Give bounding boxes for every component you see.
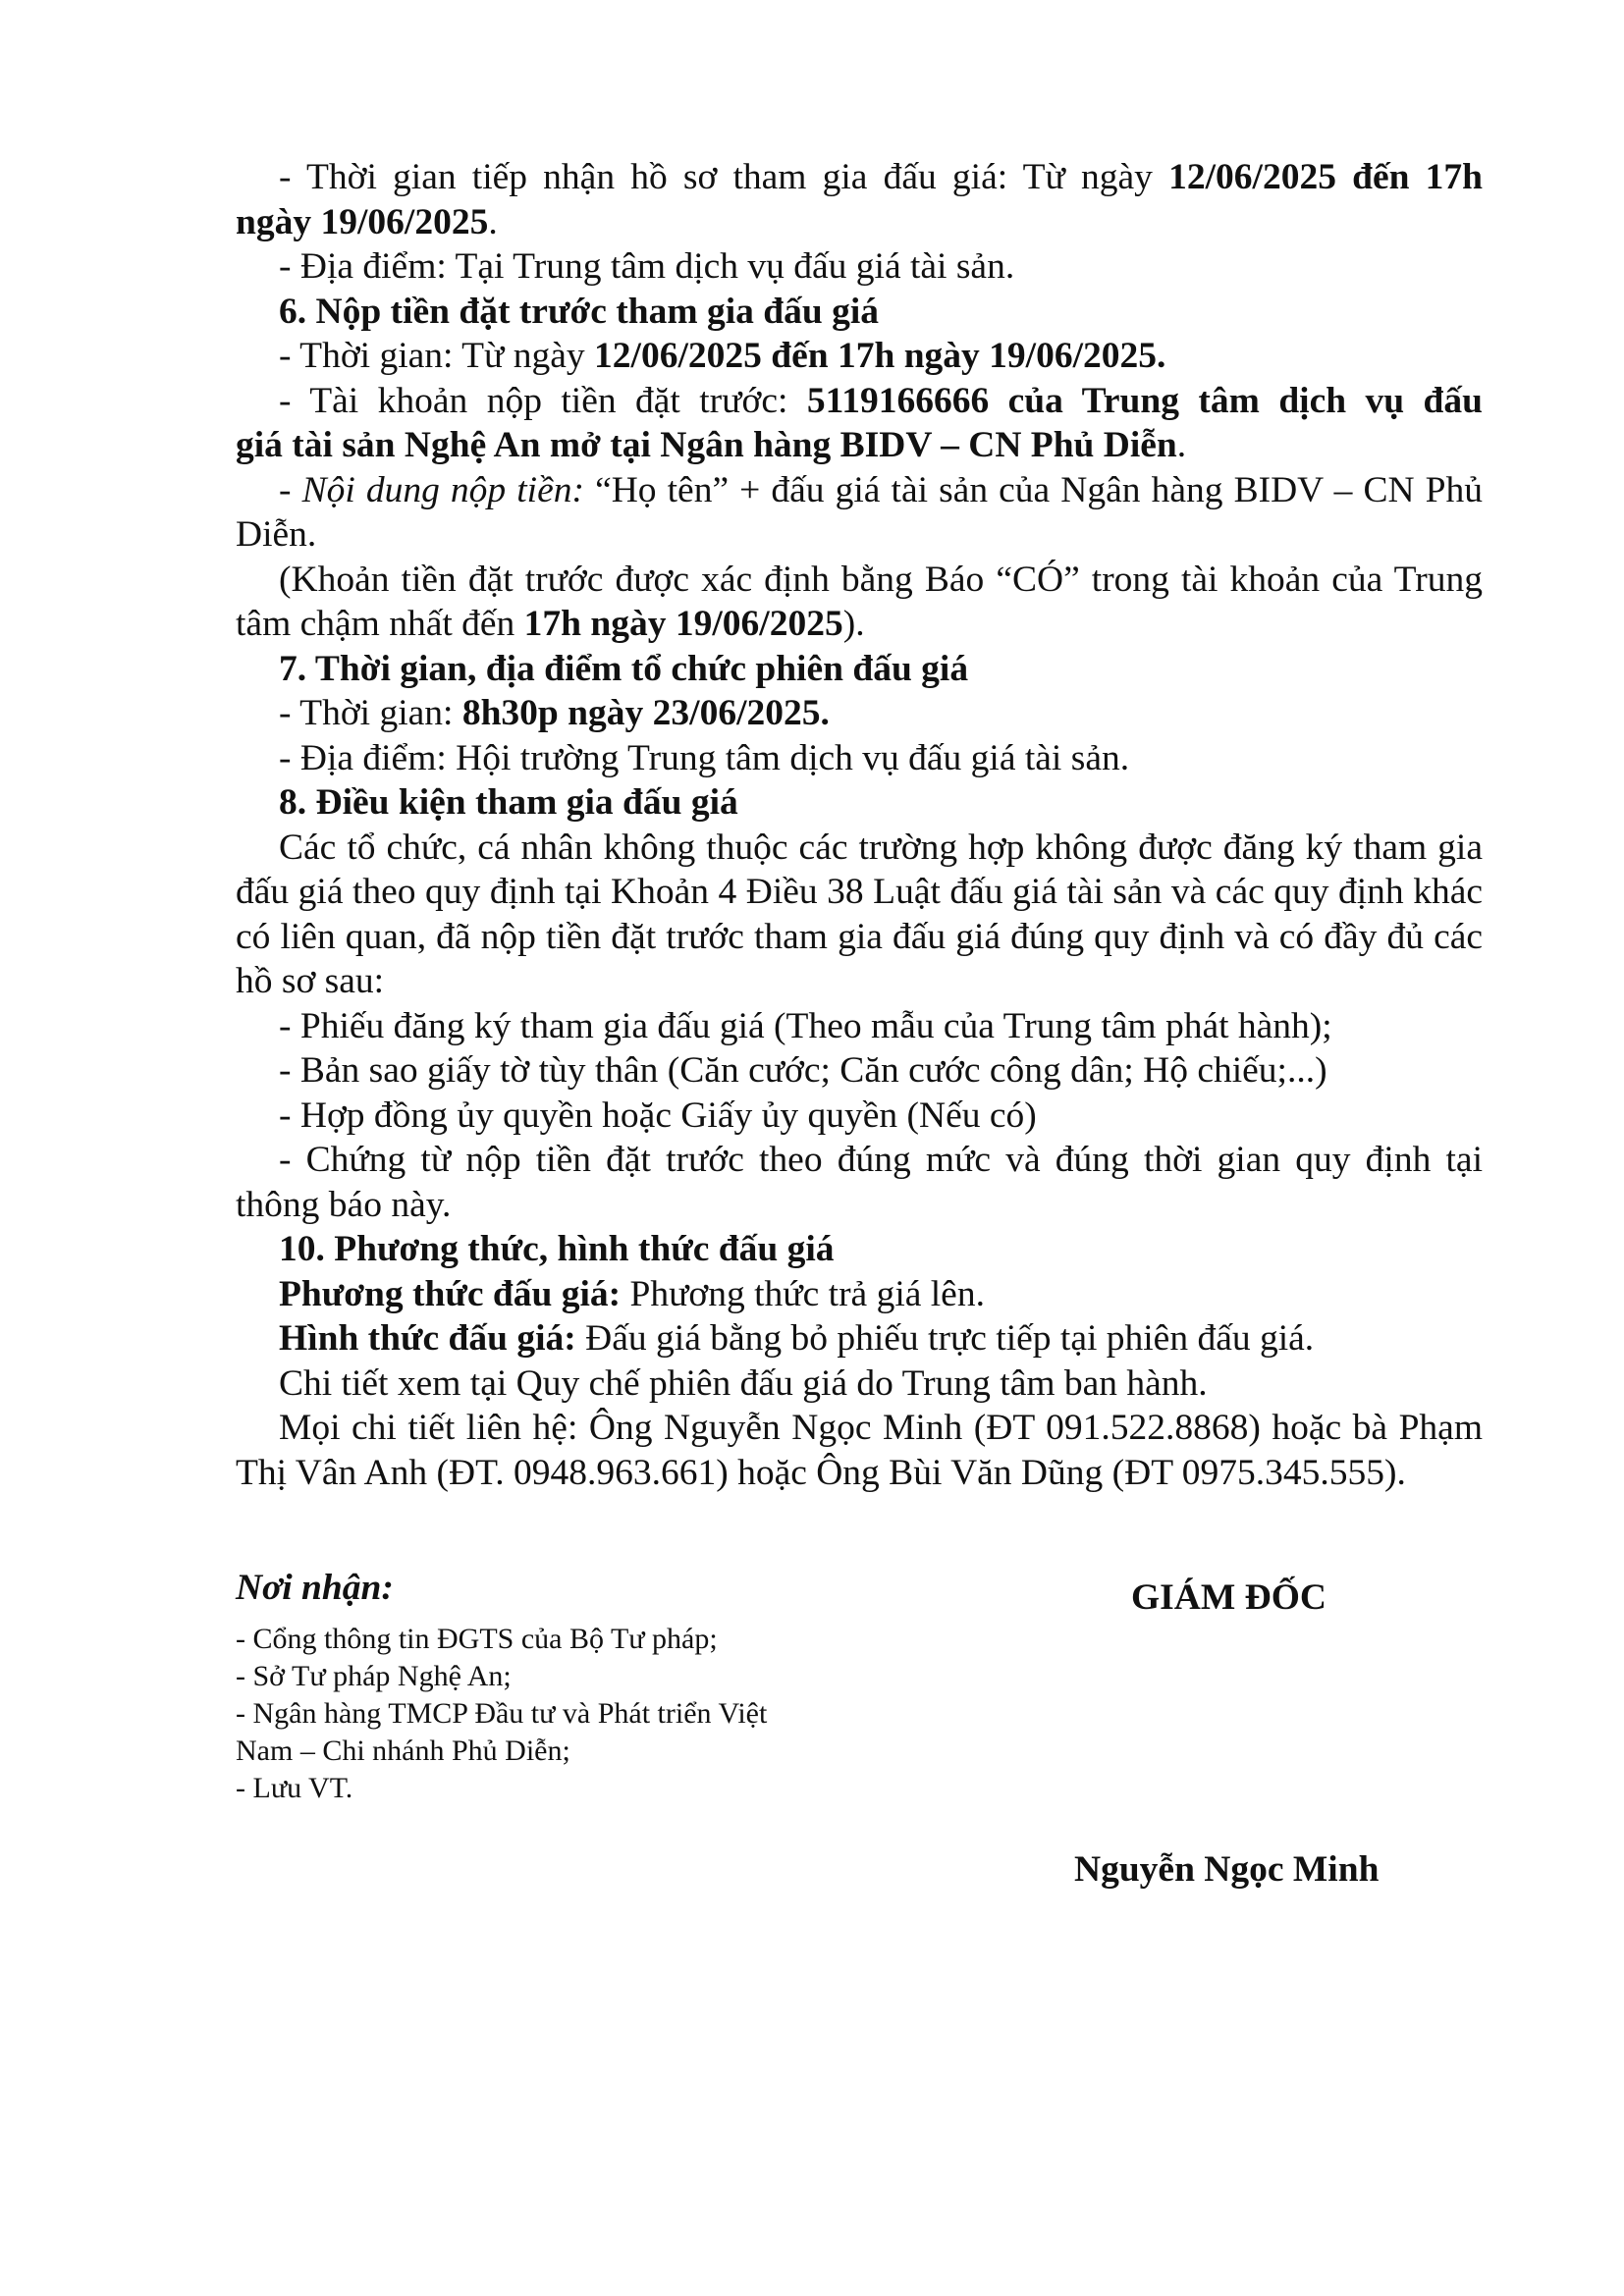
recipient-item: - Lưu VT. [236, 1772, 353, 1804]
signature-title: GIÁM ĐỐC [1131, 1577, 1326, 1618]
recipients-title: Nơi nhận: [236, 1568, 394, 1608]
recipient-item: Nam – Chi nhánh Phủ Diễn; [236, 1735, 570, 1767]
receipt-time-line-1: - Thời gian tiếp nhận hồ sơ tham gia đấu giá: Từ ngày 12/06/2025 đến 17h [279, 157, 1483, 197]
recipient-item: - Ngân hàng TMCP Đầu tư và Phát triển Việt [236, 1697, 768, 1730]
session-time: - Thời gian: 8h30p ngày 23/06/2025. [279, 693, 830, 733]
deposit-account-line-2: giá tài sản Nghệ An mở tại Ngân hàng BIDV – CN Phủ Diễn. [236, 425, 1187, 465]
receipt-location: - Địa điểm: Tại Trung tâm dịch vụ đấu giá tài sản. [279, 246, 1015, 287]
recipient-item: - Cổng thông tin ĐGTS của Bộ Tư pháp; [236, 1623, 718, 1655]
signature-name: Nguyễn Ngọc Minh [1074, 1849, 1380, 1890]
recipient-item: - Sở Tư pháp Nghệ An; [236, 1660, 512, 1692]
conditions-intro: Các tổ chức, cá nhân không thuộc các trường hợp không được đăng ký tham gia đấu giá theo quy định tại Khoản 4 Điều 38 Luật đấu giá tài sản và các quy định khác có liên quan, đã nộp tiền đặt trước tham gia đấu giá đúng quy định và có đầy đủ các hồ sơ sau: [236, 827, 1483, 1001]
section-7-heading: 7. Thời gian, địa điểm tổ chức phiên đấu giá [279, 648, 969, 689]
recipients-list [236, 1621, 864, 1807]
session-location: - Địa điểm: Hội trường Trung tâm dịch vụ đấu giá tài sản. [279, 737, 1130, 778]
conditions-item: - Hợp đồng ủy quyền hoặc Giấy ủy quyền (Nếu có) [279, 1095, 1037, 1136]
conditions-item: - Phiếu đăng ký tham gia đấu giá (Theo mẫu của Trung tâm phát hành); [279, 1005, 1332, 1046]
auction-detail: Chi tiết xem tại Quy chế phiên đấu giá do Trung tâm ban hành. [279, 1362, 1208, 1404]
section-10-heading: 10. Phương thức, hình thức đấu giá [279, 1229, 835, 1269]
deposit-time: - Thời gian: Từ ngày 12/06/2025 đến 17h ngày 19/06/2025. [279, 336, 1166, 376]
contact-info: Mọi chi tiết liên hệ: Ông Nguyễn Ngọc Minh (ĐT 091.522.8868) hoặc bà Phạm Thị Vân Anh (ĐT. 0948.963.661) hoặc Ông Bùi Văn Dũng (ĐT 0975.345.555). [236, 1408, 1483, 1493]
auction-form: Hình thức đấu giá: Đấu giá bằng bỏ phiếu trực tiếp tại phiên đấu giá. [279, 1318, 1315, 1359]
section-6-heading: 6. Nộp tiền đặt trước tham gia đấu giá [279, 291, 879, 332]
conditions-item: - Bản sao giấy tờ tùy thân (Căn cước; Căn cước công dân; Hộ chiếu;...) [279, 1050, 1327, 1091]
deposit-content: - Nội dung nộp tiền: “Họ tên” + đấu giá tài sản của Ngân hàng BIDV – CN Phủ Diễn. [236, 469, 1484, 555]
recipients-block [236, 1566, 864, 1807]
receipt-time-line-2: ngày 19/06/2025. [236, 201, 498, 242]
section-8-heading: 8. Điều kiện tham gia đấu giá [279, 782, 738, 823]
document-body [236, 155, 1483, 1495]
deposit-account-line-1: - Tài khoản nộp tiền đặt trước: 5119166666 của Trung tâm dịch vụ đấu [279, 380, 1484, 421]
deposit-note: (Khoản tiền đặt trước được xác định bằng Báo “CÓ” trong tài khoản của Trung tâm chậm nhất đến 17h ngày 19/06/2025). [236, 559, 1483, 644]
auction-method: Phương thức đấu giá: Phương thức trả giá lên. [279, 1273, 985, 1314]
conditions-item: - Chứng từ nộp tiền đặt trước theo đúng mức và đúng thời gian quy định tại thông báo này. [236, 1140, 1483, 1225]
